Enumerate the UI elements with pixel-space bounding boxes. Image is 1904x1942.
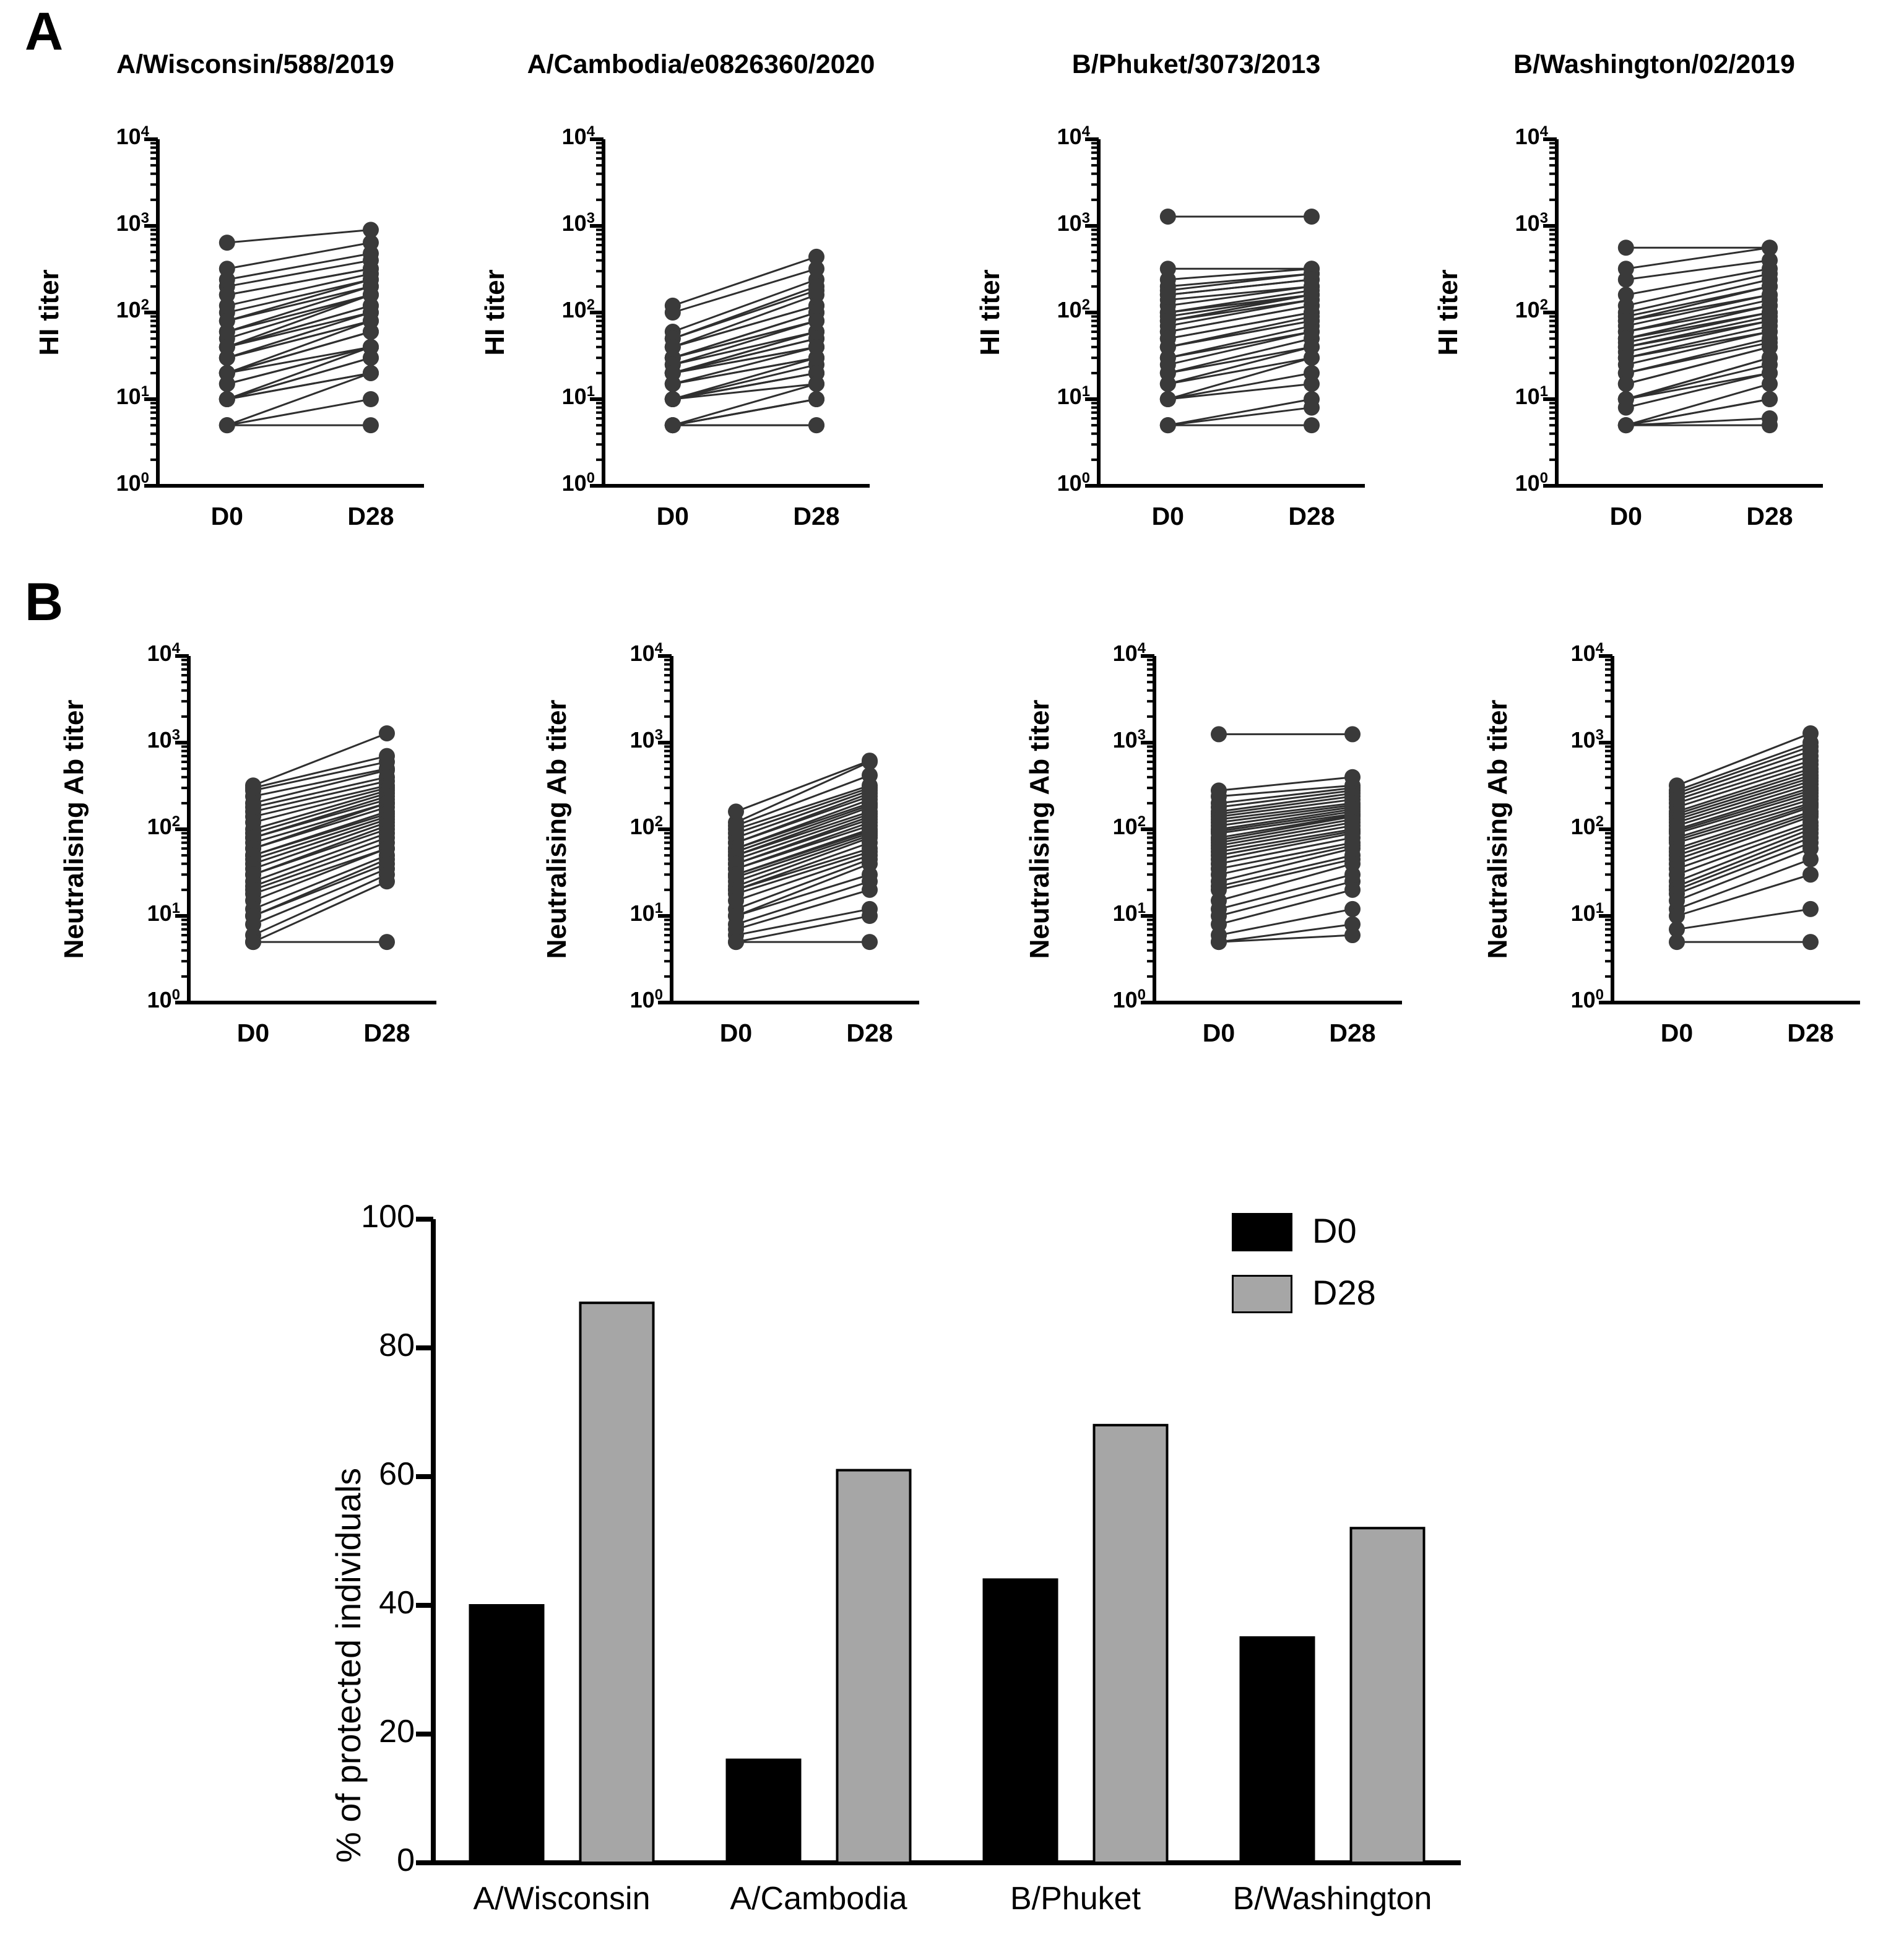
data-point (1344, 927, 1361, 943)
panel-letter-a: A (25, 2, 64, 61)
y-tick-label: $10^2$ (1057, 296, 1090, 322)
data-point (363, 324, 379, 340)
y-tick-label: $10^0$ (116, 470, 149, 496)
data-point (1802, 852, 1819, 868)
data-point (862, 908, 878, 924)
legend-label-D28: D28 (1312, 1273, 1376, 1312)
y-tick-label: $10^2$ (561, 296, 595, 322)
pair-line (253, 869, 387, 925)
y-tick-label: $10^1$ (147, 900, 180, 926)
bar-D0-A/Wisconsin (470, 1605, 543, 1863)
bar-y-tick-label: 40 (379, 1585, 415, 1621)
x-tick-label: D28 (1746, 502, 1793, 530)
data-point (1802, 901, 1819, 917)
x-tick-label: D28 (846, 1019, 893, 1047)
data-point (1669, 934, 1685, 950)
y-tick-label: $10^3$ (1057, 210, 1090, 236)
chart-title-A4: B/Washington/02/2019 (1513, 50, 1795, 79)
data-point (219, 350, 235, 366)
x-tick-label: D28 (1787, 1019, 1834, 1047)
pair-line (227, 280, 371, 313)
pair-line (227, 313, 371, 347)
pair-line (227, 373, 371, 425)
bar-D28-B/Washington (1351, 1528, 1424, 1863)
data-point (1304, 400, 1320, 416)
plot-svg-B1 (74, 594, 474, 1089)
y-tick-label: $10^1$ (1112, 900, 1146, 926)
pair-line (673, 321, 816, 365)
y-tick-label: $10^0$ (1112, 986, 1146, 1012)
y-axis-label-A2: HI titer (480, 269, 510, 356)
pair-line (227, 399, 371, 425)
pair-line (227, 230, 371, 243)
pair-line (227, 254, 371, 280)
y-tick-label: $10^2$ (1112, 813, 1146, 839)
y-axis-label-B1: Neutralising Ab titer (59, 699, 89, 959)
pair-line (736, 864, 870, 916)
bar-D28-A/Cambodia (837, 1470, 911, 1863)
data-point (219, 391, 235, 407)
data-point (665, 417, 681, 433)
data-point (862, 934, 878, 950)
x-tick-label: D28 (363, 1019, 410, 1047)
data-point (379, 725, 395, 741)
pair-line (253, 785, 387, 816)
x-tick-label: D0 (1609, 502, 1642, 530)
y-axis-label-B4: Neutralising Ab titer (1482, 699, 1513, 959)
bar-y-tick-label: 0 (397, 1842, 415, 1878)
pair-line (1626, 261, 1770, 280)
data-point (1304, 376, 1320, 392)
data-point (245, 934, 261, 950)
x-tick-label: D0 (1202, 1019, 1235, 1047)
y-tick-label: $10^4$ (1570, 640, 1604, 666)
bar-y-axis-label: % of protected individuals (329, 1467, 368, 1863)
y-tick-label: $10^2$ (116, 296, 149, 322)
pair-line (1219, 874, 1352, 909)
data-point (1304, 209, 1320, 225)
paired-plot-A2 (480, 50, 907, 572)
y-tick-label: $10^1$ (116, 383, 149, 409)
data-point (219, 235, 235, 251)
plot-svg-B2 (557, 594, 956, 1089)
pair-line (673, 399, 816, 425)
data-point (1304, 417, 1320, 433)
data-point (665, 304, 681, 321)
pair-line (1677, 909, 1811, 930)
y-tick-label: $10^2$ (147, 813, 180, 839)
pair-line (1168, 408, 1312, 426)
plot-svg-B3 (1040, 594, 1439, 1089)
panel-letter-b: B (25, 572, 64, 632)
data-point (1160, 376, 1176, 392)
data-point (1160, 209, 1176, 225)
pair-line (1219, 777, 1352, 791)
pair-line (673, 339, 816, 373)
paired-plot-B4 (1482, 594, 1897, 1089)
x-tick-label: D0 (210, 502, 243, 530)
data-point (363, 350, 379, 366)
pair-line (673, 358, 816, 384)
paired-plot-B3 (1024, 594, 1439, 1089)
y-tick-label: $10^4$ (1112, 640, 1146, 666)
y-tick-label: $10^0$ (147, 986, 180, 1012)
data-point (379, 873, 395, 889)
data-point (1618, 376, 1634, 392)
data-point (1618, 240, 1634, 256)
x-tick-label: D0 (719, 1019, 753, 1047)
data-point (1618, 417, 1634, 433)
y-axis-label-A1: HI titer (34, 269, 64, 356)
y-tick-label: $10^4$ (561, 123, 595, 149)
y-tick-label: $10^3$ (630, 727, 663, 753)
y-tick-label: $10^4$ (116, 123, 149, 149)
chart-title-A2: A/Cambodia/e0826360/2020 (527, 50, 875, 79)
data-point (1802, 866, 1819, 883)
bar-y-tick-label: 100 (361, 1199, 415, 1235)
data-point (808, 417, 824, 433)
pair-line (227, 347, 371, 399)
data-point (862, 882, 878, 898)
legend-swatch-D0 (1232, 1213, 1292, 1251)
legend-swatch-D28 (1232, 1275, 1292, 1313)
y-tick-label: $10^1$ (561, 383, 595, 409)
data-point (1762, 391, 1778, 407)
pair-line (227, 287, 371, 332)
data-point (1211, 726, 1227, 742)
bar-D0-B/Washington (1241, 1638, 1314, 1863)
data-point (363, 417, 379, 433)
data-point (808, 376, 824, 392)
plot-svg-B4 (1498, 594, 1897, 1089)
data-point (379, 934, 395, 950)
bar-y-tick-label: 80 (379, 1327, 415, 1363)
y-tick-label: $10^3$ (116, 210, 149, 236)
bar-x-tick-label: B/Washington (1232, 1881, 1432, 1917)
pair-line (227, 373, 371, 399)
paired-plot-A3 (975, 50, 1402, 572)
pair-line (1219, 909, 1352, 935)
y-tick-label: $10^4$ (1515, 123, 1548, 149)
legend-label-D0: D0 (1312, 1211, 1357, 1250)
data-point (1344, 882, 1361, 898)
data-point (808, 391, 824, 407)
y-tick-label: $10^1$ (1057, 383, 1090, 409)
data-point (1762, 376, 1778, 392)
x-tick-label: D0 (236, 1019, 270, 1047)
paired-plot-B2 (542, 594, 956, 1089)
data-point (1344, 901, 1361, 917)
pair-line (1626, 248, 1770, 269)
bar-x-tick-label: A/Wisconsin (473, 1881, 651, 1917)
y-tick-label: $10^2$ (1515, 296, 1548, 322)
y-tick-label: $10^3$ (1112, 727, 1146, 753)
y-tick-label: $10^0$ (630, 986, 663, 1012)
y-tick-label: $10^2$ (1570, 813, 1604, 839)
y-tick-label: $10^3$ (1570, 727, 1604, 753)
data-point (665, 376, 681, 392)
x-tick-label: D28 (1288, 502, 1335, 530)
data-point (219, 417, 235, 433)
y-axis-label-A3: HI titer (975, 269, 1005, 356)
y-tick-label: $10^1$ (1570, 900, 1604, 926)
y-tick-label: $10^1$ (630, 900, 663, 926)
pair-line (1219, 881, 1352, 916)
x-tick-label: D0 (1660, 1019, 1694, 1047)
y-tick-label: $10^0$ (561, 470, 595, 496)
y-tick-label: $10^3$ (561, 210, 595, 236)
bar-D28-B/Phuket (1094, 1425, 1167, 1863)
bar-x-tick-label: B/Phuket (1010, 1881, 1141, 1917)
y-tick-label: $10^0$ (1057, 470, 1090, 496)
bar-y-tick-label: 20 (379, 1714, 415, 1750)
data-point (1618, 400, 1634, 416)
x-tick-label: D0 (1151, 502, 1184, 530)
data-point (1160, 391, 1176, 407)
y-tick-label: $10^3$ (1515, 210, 1548, 236)
data-point (1618, 272, 1634, 288)
data-point (1762, 417, 1778, 433)
y-axis-label-B2: Neutralising Ab titer (542, 699, 572, 959)
data-point (1344, 726, 1361, 742)
y-tick-label: $10^4$ (147, 640, 180, 666)
pair-line (1168, 358, 1312, 384)
bar-D28-A/Wisconsin (581, 1303, 654, 1863)
data-point (363, 365, 379, 381)
x-tick-label: D28 (793, 502, 840, 530)
bar-D0-A/Cambodia (727, 1760, 800, 1863)
x-tick-label: D28 (1329, 1019, 1376, 1047)
pair-line (1677, 874, 1811, 916)
pair-line (736, 909, 870, 935)
y-axis-label-A4: HI titer (1433, 269, 1463, 356)
y-axis-label-B3: Neutralising Ab titer (1024, 699, 1055, 959)
y-tick-label: $10^0$ (1515, 470, 1548, 496)
x-tick-label: D0 (656, 502, 689, 530)
paired-plot-B1 (59, 594, 474, 1089)
x-tick-label: D28 (347, 502, 394, 530)
data-point (1802, 934, 1819, 950)
y-tick-label: $10^2$ (630, 813, 663, 839)
y-tick-label: $10^1$ (1515, 383, 1548, 409)
plot-svg-A4 (1448, 50, 1860, 572)
pair-line (673, 384, 816, 425)
data-point (665, 391, 681, 407)
bar-D0-B/Phuket (984, 1579, 1057, 1863)
data-point (363, 391, 379, 407)
bar-y-tick-label: 60 (379, 1456, 415, 1492)
y-tick-label: $10^0$ (1570, 986, 1604, 1012)
pair-line (1168, 399, 1312, 425)
pair-line (736, 916, 870, 942)
data-point (219, 376, 235, 392)
y-tick-label: $10^4$ (630, 640, 663, 666)
chart-title-A1: A/Wisconsin/588/2019 (116, 50, 394, 79)
data-point (728, 934, 744, 950)
paired-plot-A1 (34, 50, 461, 572)
data-point (1304, 350, 1320, 366)
pair-line (1168, 269, 1312, 279)
y-tick-label: $10^3$ (147, 727, 180, 753)
bar-x-tick-label: A/Cambodia (730, 1881, 907, 1917)
protection-bar-chart (0, 1151, 1904, 1942)
pair-line (1219, 829, 1352, 852)
y-tick-label: $10^4$ (1057, 123, 1090, 149)
chart-title-A3: B/Phuket/3073/2013 (1071, 50, 1321, 79)
data-point (1160, 417, 1176, 433)
pair-line (1626, 373, 1770, 399)
pair-line (1168, 332, 1312, 358)
data-point (1211, 934, 1227, 950)
plot-svg-A1 (50, 50, 461, 572)
pair-line (1626, 365, 1770, 399)
pair-line (1219, 860, 1352, 890)
pair-line (253, 733, 387, 785)
bar-chart-svg (0, 1151, 1904, 1942)
plot-svg-A3 (990, 50, 1402, 572)
paired-plot-A4 (1433, 50, 1860, 572)
plot-svg-A2 (495, 50, 907, 572)
